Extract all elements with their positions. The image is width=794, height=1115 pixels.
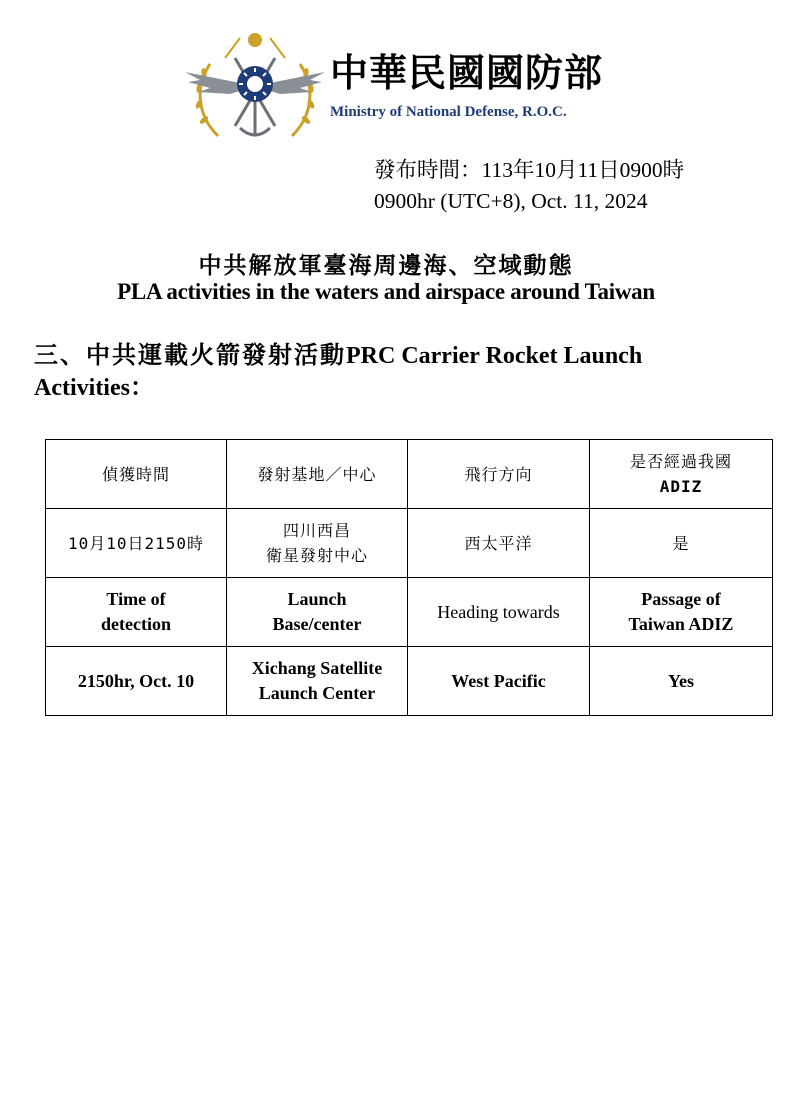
table-cell: 2150hr, Oct. 10	[46, 647, 227, 716]
table-header-cell	[46, 578, 227, 647]
table-cell: 10月10日2150時	[46, 509, 227, 578]
release-time-en: 0900hr (UTC+8), Oct. 11, 2024	[374, 189, 648, 213]
release-time	[374, 155, 684, 217]
table-header-cell: 發射基地／中心	[227, 440, 408, 509]
table-header-cell-line: 是否經過我國	[629, 452, 732, 471]
table-cell-line: 四川西昌	[282, 521, 351, 540]
launch-activity-table	[45, 439, 773, 716]
table-cell	[227, 509, 408, 578]
section-label-en: PRC Carrier Rocket Launch Activities	[34, 343, 643, 401]
table-header-cell: Heading towards	[408, 578, 590, 647]
org-name-en: Ministry of National Defense, R.O.C.	[330, 104, 567, 120]
table-header-cell-line: Time of	[106, 589, 166, 609]
table-cell: Yes	[590, 647, 773, 716]
table-row-en	[46, 647, 773, 716]
table-cell	[227, 647, 408, 716]
table-cell: West Pacific	[408, 647, 590, 716]
section-heading	[34, 340, 759, 404]
page-title-zh: 中共解放軍臺海周邊海、空域動態	[198, 253, 574, 279]
table-cell-line: Launch Center	[258, 683, 376, 703]
table-header-cell-line: ADIZ	[659, 477, 703, 496]
table-header-row-zh	[46, 440, 773, 509]
table-header-cell-line: detection	[101, 614, 171, 634]
table-header-cell-line: Passage of	[641, 589, 721, 609]
table-cell-line: Xichang Satellite	[251, 658, 383, 678]
table-header-cell	[590, 440, 773, 509]
org-name-zh: 中華民國國防部	[330, 51, 604, 95]
table-header-row-en	[46, 578, 773, 647]
table-header-cell: 偵獲時間	[46, 440, 227, 509]
table-header-cell	[227, 578, 408, 647]
ministry-emblem-logo	[180, 28, 330, 146]
table-header-cell-line: Launch	[287, 589, 347, 609]
table-header-cell: 飛行方向	[408, 440, 590, 509]
table-header-cell-line: Base/center	[272, 614, 362, 634]
table-cell: 西太平洋	[408, 509, 590, 578]
page-title-en: PLA activities in the waters and airspace around Taiwan	[117, 279, 655, 304]
table-cell: 是	[590, 509, 773, 578]
section-colon: ：	[129, 373, 156, 401]
table-header-cell-line: Taiwan ADIZ	[628, 614, 734, 634]
table-cell-line: 衛星發射中心	[265, 546, 368, 565]
table-row-zh	[46, 509, 773, 578]
table-header-cell	[590, 578, 773, 647]
section-label-zh: 三、中共運載火箭發射活動	[34, 341, 346, 369]
release-time-zh: 發布時間：113年10月11日0900時	[374, 158, 685, 182]
